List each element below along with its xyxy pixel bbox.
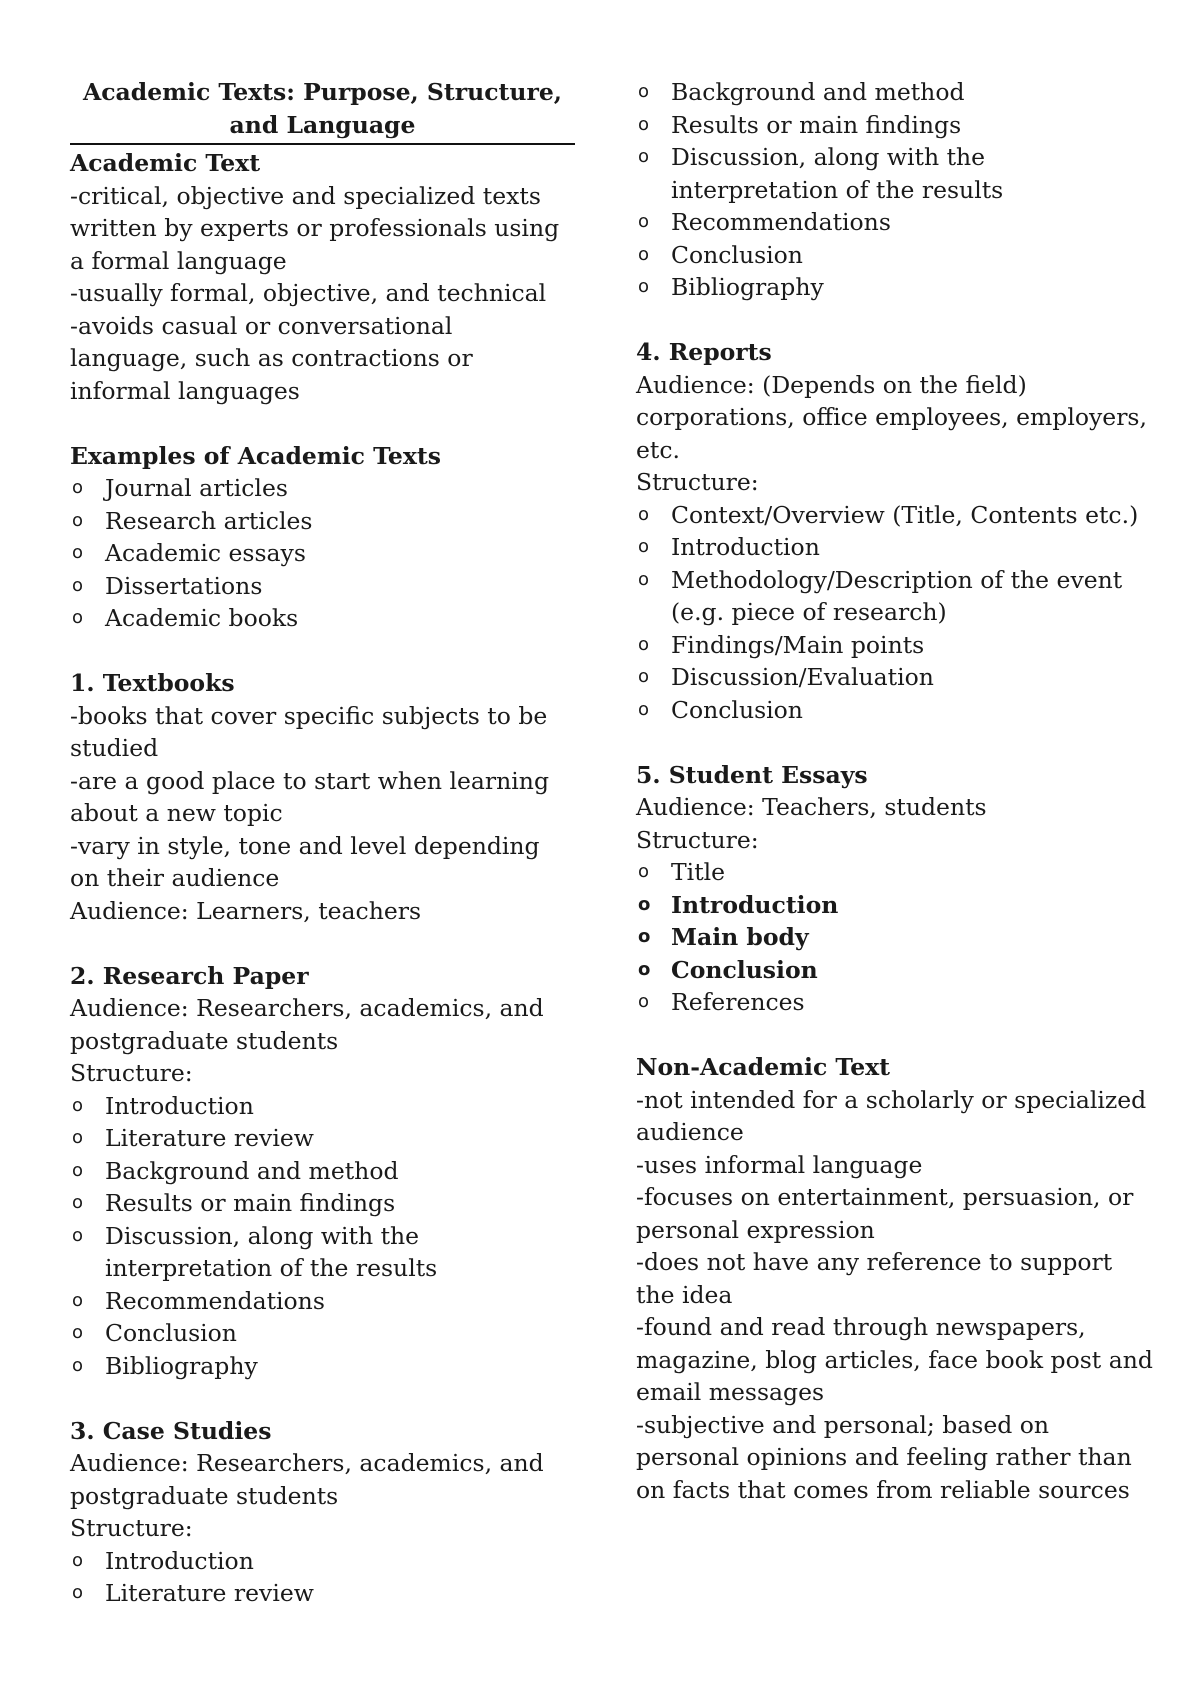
left-column — [70, 76, 575, 1610]
list-item: o Recommendations — [636, 206, 1156, 239]
textbooks-audience: Audience: Learners, teachers — [70, 896, 422, 925]
list-item: o Academic books — [70, 602, 575, 635]
list-item: o Conclusion — [70, 1317, 575, 1350]
list-item: o Bibliography — [70, 1350, 575, 1383]
right-column — [636, 76, 1156, 1506]
list-item: o Context/Overview (Title, Contents etc.) — [636, 499, 1156, 532]
non-academic-heading: Non-Academic Text — [636, 1053, 891, 1081]
non-academic-line: -does not have any reference to support the idea — [636, 1248, 1113, 1309]
research-paper-heading: 2. Research Paper — [70, 961, 309, 990]
research-paper-audience: Audience: Researchers, academics, and postgraduate students — [70, 994, 544, 1055]
list-item: o Discussion/Evaluation — [636, 661, 1156, 694]
non-academic-line: -not intended for a scholarly or specialized audience — [636, 1085, 1147, 1146]
non-academic-line: -focuses on entertainment, persuasion, or personal expression — [636, 1183, 1134, 1244]
list-item: o Title — [636, 856, 1156, 889]
list-item: o Discussion, along with the interpretation of the results — [636, 141, 1156, 206]
non-academic-line: -subjective and personal; based on personal opinions and feeling rather than on facts that comes from reliable sources — [636, 1410, 1132, 1504]
list-item: o Results or main findings — [70, 1187, 575, 1220]
list-item: o References — [636, 986, 1156, 1019]
textbooks-line: -vary in style, tone and level depending on their audience — [70, 831, 540, 892]
list-item: o Journal articles — [70, 472, 575, 505]
list-item: o Literature review — [70, 1122, 575, 1155]
reports-audience: Audience: (Depends on the field) corporations, office employees, employers, etc. — [636, 370, 1147, 464]
reports-structure-list — [636, 499, 1156, 727]
reports-structure-label: Structure: — [636, 468, 759, 496]
list-item: o Conclusion — [636, 239, 1156, 272]
student-essays-audience: Audience: Teachers, students — [636, 793, 987, 821]
list-item: o Findings/Main points — [636, 629, 1156, 662]
academic-text-line: -avoids casual or conversational language, such as contractions or informal languages — [70, 311, 473, 405]
list-item: o Research articles — [70, 505, 575, 538]
non-academic-line: -found and read through newspapers, magazine, blog articles, face book post and email messages — [636, 1313, 1153, 1406]
case-studies-structure-list — [70, 1545, 575, 1610]
case-studies-structure-list-continued — [636, 76, 1156, 304]
list-item: o Discussion, along with the interpretation of the results — [70, 1220, 575, 1285]
academic-text-line: -usually formal, objective, and technical — [70, 279, 547, 307]
research-paper-structure-list — [70, 1090, 575, 1383]
list-item: o Main body — [636, 921, 1156, 954]
student-essays-heading: 5. Student Essays — [636, 760, 868, 789]
examples-list — [70, 472, 575, 635]
textbooks-line: -are a good place to start when learning about a new topic — [70, 766, 549, 827]
student-essays-structure-label: Structure: — [636, 825, 759, 854]
reports-heading: 4. Reports — [636, 338, 772, 366]
list-item: o Background and method — [636, 76, 1156, 109]
list-item: o Background and method — [70, 1155, 575, 1188]
list-item: o Introduction — [70, 1090, 575, 1123]
list-item: o Methodology/Description of the event (e.g. piece of research) — [636, 564, 1156, 629]
page-title: Academic Texts: Purpose, Structure, and Language — [70, 76, 575, 145]
textbooks-line: -books that cover specific subjects to be studied — [70, 701, 548, 762]
list-item: o Bibliography — [636, 271, 1156, 304]
case-studies-structure-label: Structure: — [70, 1514, 193, 1542]
non-academic-line: -uses informal language — [636, 1150, 923, 1179]
case-studies-audience: Audience: Researchers, academics, and postgraduate students — [70, 1449, 544, 1510]
list-item: o Dissertations — [70, 570, 575, 603]
examples-heading: Examples of Academic Texts — [70, 441, 441, 470]
student-essays-structure-list — [636, 856, 1156, 1019]
list-item: o Conclusion — [636, 954, 1156, 987]
academic-text-line: -critical, objective and specialized texts written by experts or professionals using a formal language — [70, 181, 560, 275]
research-paper-structure-label: Structure: — [70, 1059, 193, 1087]
textbooks-heading: 1. Textbooks — [70, 669, 235, 697]
list-item: o Results or main findings — [636, 109, 1156, 142]
case-studies-heading: 3. Case Studies — [70, 1416, 272, 1445]
list-item: o Literature review — [70, 1577, 575, 1610]
list-item: o Introduction — [636, 889, 1156, 922]
academic-text-heading: Academic Text — [70, 149, 261, 177]
list-item: o Conclusion — [636, 694, 1156, 727]
list-item: o Introduction — [70, 1545, 575, 1578]
list-item: o Introduction — [636, 531, 1156, 564]
list-item: o Recommendations — [70, 1285, 575, 1318]
list-item: o Academic essays — [70, 537, 575, 570]
